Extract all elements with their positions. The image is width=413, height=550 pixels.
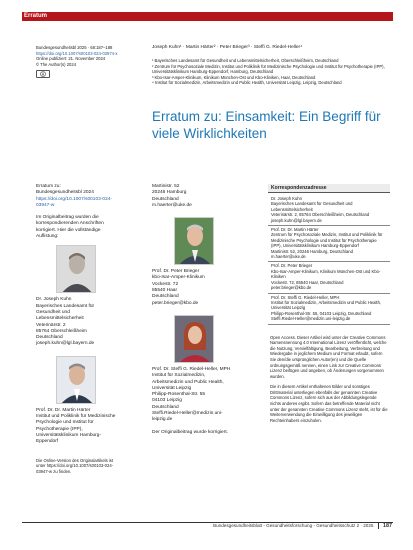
published-date: Online publiziert: 21. November 2024 [36,56,106,62]
author-photo-riedel-heller [174,315,214,363]
article-doi-link[interactable]: https://doi.org/10.1007/s00103-024-03974-x [36,50,118,56]
cc-license-badge [36,70,50,78]
address-kuhn: Dr. Joseph Kuhn Bayerisches Landesamt für Gesundheit und Lebensmittelsicherheit Veterinärstr. 2 85764 Oberschleißheim Deutschland joseph.kuhn@lgl.bayern.de [36,297,95,347]
correspondence-entry: Dr. Joseph Kuhn Bayerisches Landesamt für Gesundheit und Lebensmittelsicherheit Veterinärstr. 2, 85764 Oberschleißheim, Deutschland joseph.kuhn@lgl.bayern.de [268,195,390,226]
affiliation-item: ³ Kbo-Isar-Amper-Klinikum, Klinikum München-Ost und Kbo-Kliniken, Haar, Deutschland [152,74,316,80]
article-meta [36,45,126,78]
correspondence-entry: Prof. Dr. Dr. Martin Härter Zentrum für Psychosoziale Medizin, Institut und Poliklinik für Medizinische Psychologie und Institut für Psychotherapie (IPP), Universitätsklinikum Hamburg-Eppendorf Martinistr. 52, 20246 Hamburg, Deutschland m.haerter@uke.de [268,226,390,262]
affiliation-item: ⁴ Institut für Sozialmedizin, Arbeitsmedizin und Public Health, Universität Leipzig, Leipzig, Deutschland [152,80,342,86]
intro-paragraph: Im Originalbeitrag wurden die korrespondierenden Anschriften korrigiert. Hier die vollständige Auflistung: [36,215,104,240]
footer-separator [378,523,379,529]
copyright: © The Author(s) 2024 [36,61,77,67]
online-version-note: Die Online-Version des Originalartikels ist unter https://doi.org/10.1007/s00103-024-03947-w zu finden. [36,457,114,474]
footer-journal: Bundesgesundheitsblatt - Gesundheitsforschung - Gesundheitsschutz 2 · 2025 [213,523,374,529]
creative-commons-icon [38,71,48,77]
address-haerter-cont: Martinistr. 52 20246 Hamburg Deutschland m.haerter@uke.de [152,184,192,208]
page-number: 187 [383,523,392,530]
erratum-ref-label: Erratum zu: [36,184,61,189]
open-access-paragraph: Open Access. Dieser Artikel wird unter der Creative Commons Namensnennung 4.0 International Lizenz veröffentlicht, welche die Nutzung, Vervielfältigung, Bearbeitung, Verbreitung und Wiedergabe in jeglichem Medium und Format erlaubt, sofern Sie den/die ursprünglichen Autor(en) und die Quelle ordnungsgemäß nennen, einen Link zur Creative Commons Lizenz beifügen und angeben, ob Änderungen vorgenommen wurden. [270,334,387,379]
affiliation-list [152,58,388,86]
corrected-note: Der Originalbeitrag wurde korrigiert. [152,429,228,435]
affiliation-item: ¹ Bayerisches Landesamt für Gesundheit und Lebensmittelsicherheit, Oberschleißheim, Deutschland [152,58,339,63]
journal-line: Bundesgesundheitsbl 2025 · 68:187–188 [36,45,113,50]
correspondence-entry: Prof. Dr. Peter Brieger Kbo-Isar-Amper-Klinikum, Klinikum München-Ost und Kbo-Kliniken Vockestr. 72, 85540 Haar, Deutschland peter.brieger@kbo.de [268,262,390,293]
original-doi-link[interactable]: https://doi.org/10.1007/s00103-024-03947-w [36,196,113,208]
section-label: Erratum [24,13,48,19]
erratum-ref-journal: Bundesgesundheitsbl 2024 [36,190,94,196]
address-brieger: Prof. Dr. Peter Brieger kbo-Isar-Amper-Klinikum Vockestr. 72 85540 Haar Deutschland peter.brieger@kbo.de [152,269,205,306]
column-right [268,184,390,423]
page-footer [200,523,392,529]
affiliation-item: ² Zentrum für Psychosoziale Medizin, Institut und Poliklinik für Medizinische Psychologie und Institut für Psychotherapie (IPP), Universitätsklinikum Hamburg-Eppendorf, Hamburg, Deutschland [152,63,385,75]
address-haerter: Prof. Dr. Dr. Martin Härter Institut und Poliklinik für Medizinische Psychologie und Institut für Psychotherapie (IPP), Universitätsklinikum Hamburg-Eppendorf [36,407,116,445]
correspondence-entry: Prof. Dr. Steffi G. Riedel-Heller, MPH Institut für Sozialmedizin, Arbeitsmedizin und Public Health, Universität Leipzig Philipp-Rosenthal-Str. 55, 04103 Leipzig, Deutschland Steffi.Riedel-Heller@medizin.uni-leipzig.de [268,294,390,325]
correspondence-heading: Korrespondenzadresse [268,184,390,193]
address-riedel-heller: Prof. Dr. Steffi G. Riedel-Heller, MPH Institut für Sozialmedizin, Arbeitsmedizin und Public Health, Universität Leipzig Philipp-Rosenthal-Str. 55 04103 Leipzig Deutschland Steffi.Riedel-Heller@medizin.uni-leipzig.de [152,366,231,423]
license-paragraph: Die in diesem Artikel enthaltenen Bilder und sonstiges Drittmaterial unterliegen ebenfalls der genannten Creative Commons Lizenz, sofern sich aus der Abbildungslegende nichts anderes ergibt. Sofern das betreffende Material nicht unter der genannten Creative Commons Lizenz steht, ist für die Weiterverwendung die Einwilligung des jeweiligen Rechteinhabers einzuholen. [270,384,388,423]
author-photo-kuhn [56,245,96,293]
column-left [36,184,118,474]
column-middle [152,184,234,436]
section-header-bar [22,12,393,21]
author-photo-haerter [56,356,96,404]
author-photo-brieger [174,217,214,265]
author-list: Joseph Kuhn¹ · Martin Härter² · Peter Brieger³ · Steffi G. Riedel-Heller⁴ [152,45,303,50]
article-title: Erratum zu: Einsamkeit: Ein Begriff für viele Wirklichkeiten [152,109,381,141]
